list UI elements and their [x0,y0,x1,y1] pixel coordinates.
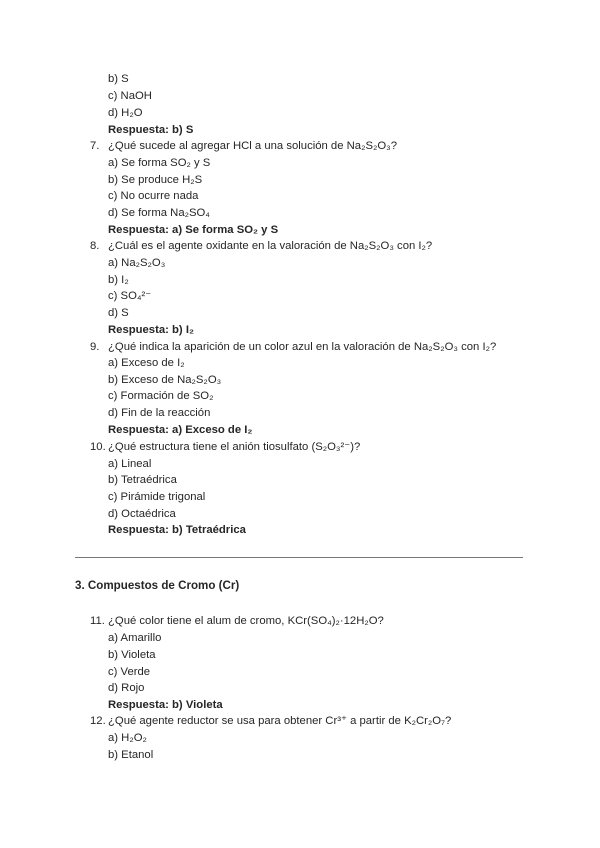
question-text: ¿Qué color tiene el alum de cromo, KCr(SO₄)₂·12H₂O? [108,615,384,627]
option-11d: d) Rojo [108,682,145,694]
question-text: ¿Cuál es el agente oxidante en la valoración de Na₂S₂O₃ con I₂? [108,240,433,252]
question-text: ¿Qué estructura tiene el anión tiosulfato (S₂O₃²⁻)? [108,441,361,453]
option-8b: b) I₂ [108,274,129,286]
answer-10: Respuesta: b) Tetraédrica [108,524,246,536]
question-8 [90,239,432,253]
option-11b: b) Violeta [108,649,156,661]
answer-6: Respuesta: b) S [108,124,194,136]
option-7a: a) Se forma SO₂ y S [108,157,211,169]
option-12a: a) H₂O₂ [108,732,147,744]
option-9d: d) Fin de la reacción [108,407,211,419]
option-10d: d) Octaédrica [108,508,176,520]
option-8d: d) S [108,307,129,319]
question-7 [90,139,397,153]
question-number: 10. [90,441,106,453]
option-10b: b) Tetraédrica [108,474,177,486]
question-number: 11. [90,615,105,627]
question-11 [90,614,384,628]
question-text: ¿Qué indica la aparición de un color azul en la valoración de Na₂S₂O₃ con I₂? [108,341,497,353]
option-9b: b) Exceso de Na₂S₂O₃ [108,374,222,386]
question-12 [90,714,451,728]
option-8c: c) SO₄²⁻ [108,290,152,302]
question-10 [90,440,360,454]
option-6d: d) H₂O [108,107,143,119]
option-8a: a) Na₂S₂O₃ [108,257,166,269]
option-9a: a) Exceso de I₂ [108,357,185,369]
answer-8: Respuesta: b) I₂ [108,324,194,336]
option-6b: b) S [108,73,129,85]
question-number: 8. [90,240,100,252]
option-6c: c) NaOH [108,90,152,102]
option-7b: b) Se produce H₂S [108,174,203,186]
option-7d: d) Se forma Na₂SO₄ [108,207,210,219]
question-9 [90,340,496,354]
question-number: 9. [90,341,100,353]
section-divider [75,557,523,558]
question-number: 7. [90,140,100,152]
option-10a: a) Lineal [108,458,152,470]
question-number: 12. [90,715,106,727]
question-text: ¿Qué agente reductor se usa para obtener Cr³⁺ a partir de K₂Cr₂O₇? [108,715,452,727]
option-7c: c) No ocurre nada [108,190,199,202]
option-11c: c) Verde [108,666,151,678]
answer-7: Respuesta: a) Se forma SO₂ y S [108,224,279,236]
question-text: ¿Qué sucede al agregar HCl a una solución de Na₂S₂O₃? [108,140,398,152]
answer-11: Respuesta: b) Violeta [108,699,223,711]
option-11a: a) Amarillo [108,632,162,644]
answer-9: Respuesta: a) Exceso de I₂ [108,424,253,436]
option-9c: c) Formación de SO₂ [108,390,214,402]
option-10c: c) Pirámide trigonal [108,491,206,503]
option-12b: b) Etanol [108,749,154,761]
section-heading: 3. Compuestos de Cromo (Cr) [75,579,240,592]
